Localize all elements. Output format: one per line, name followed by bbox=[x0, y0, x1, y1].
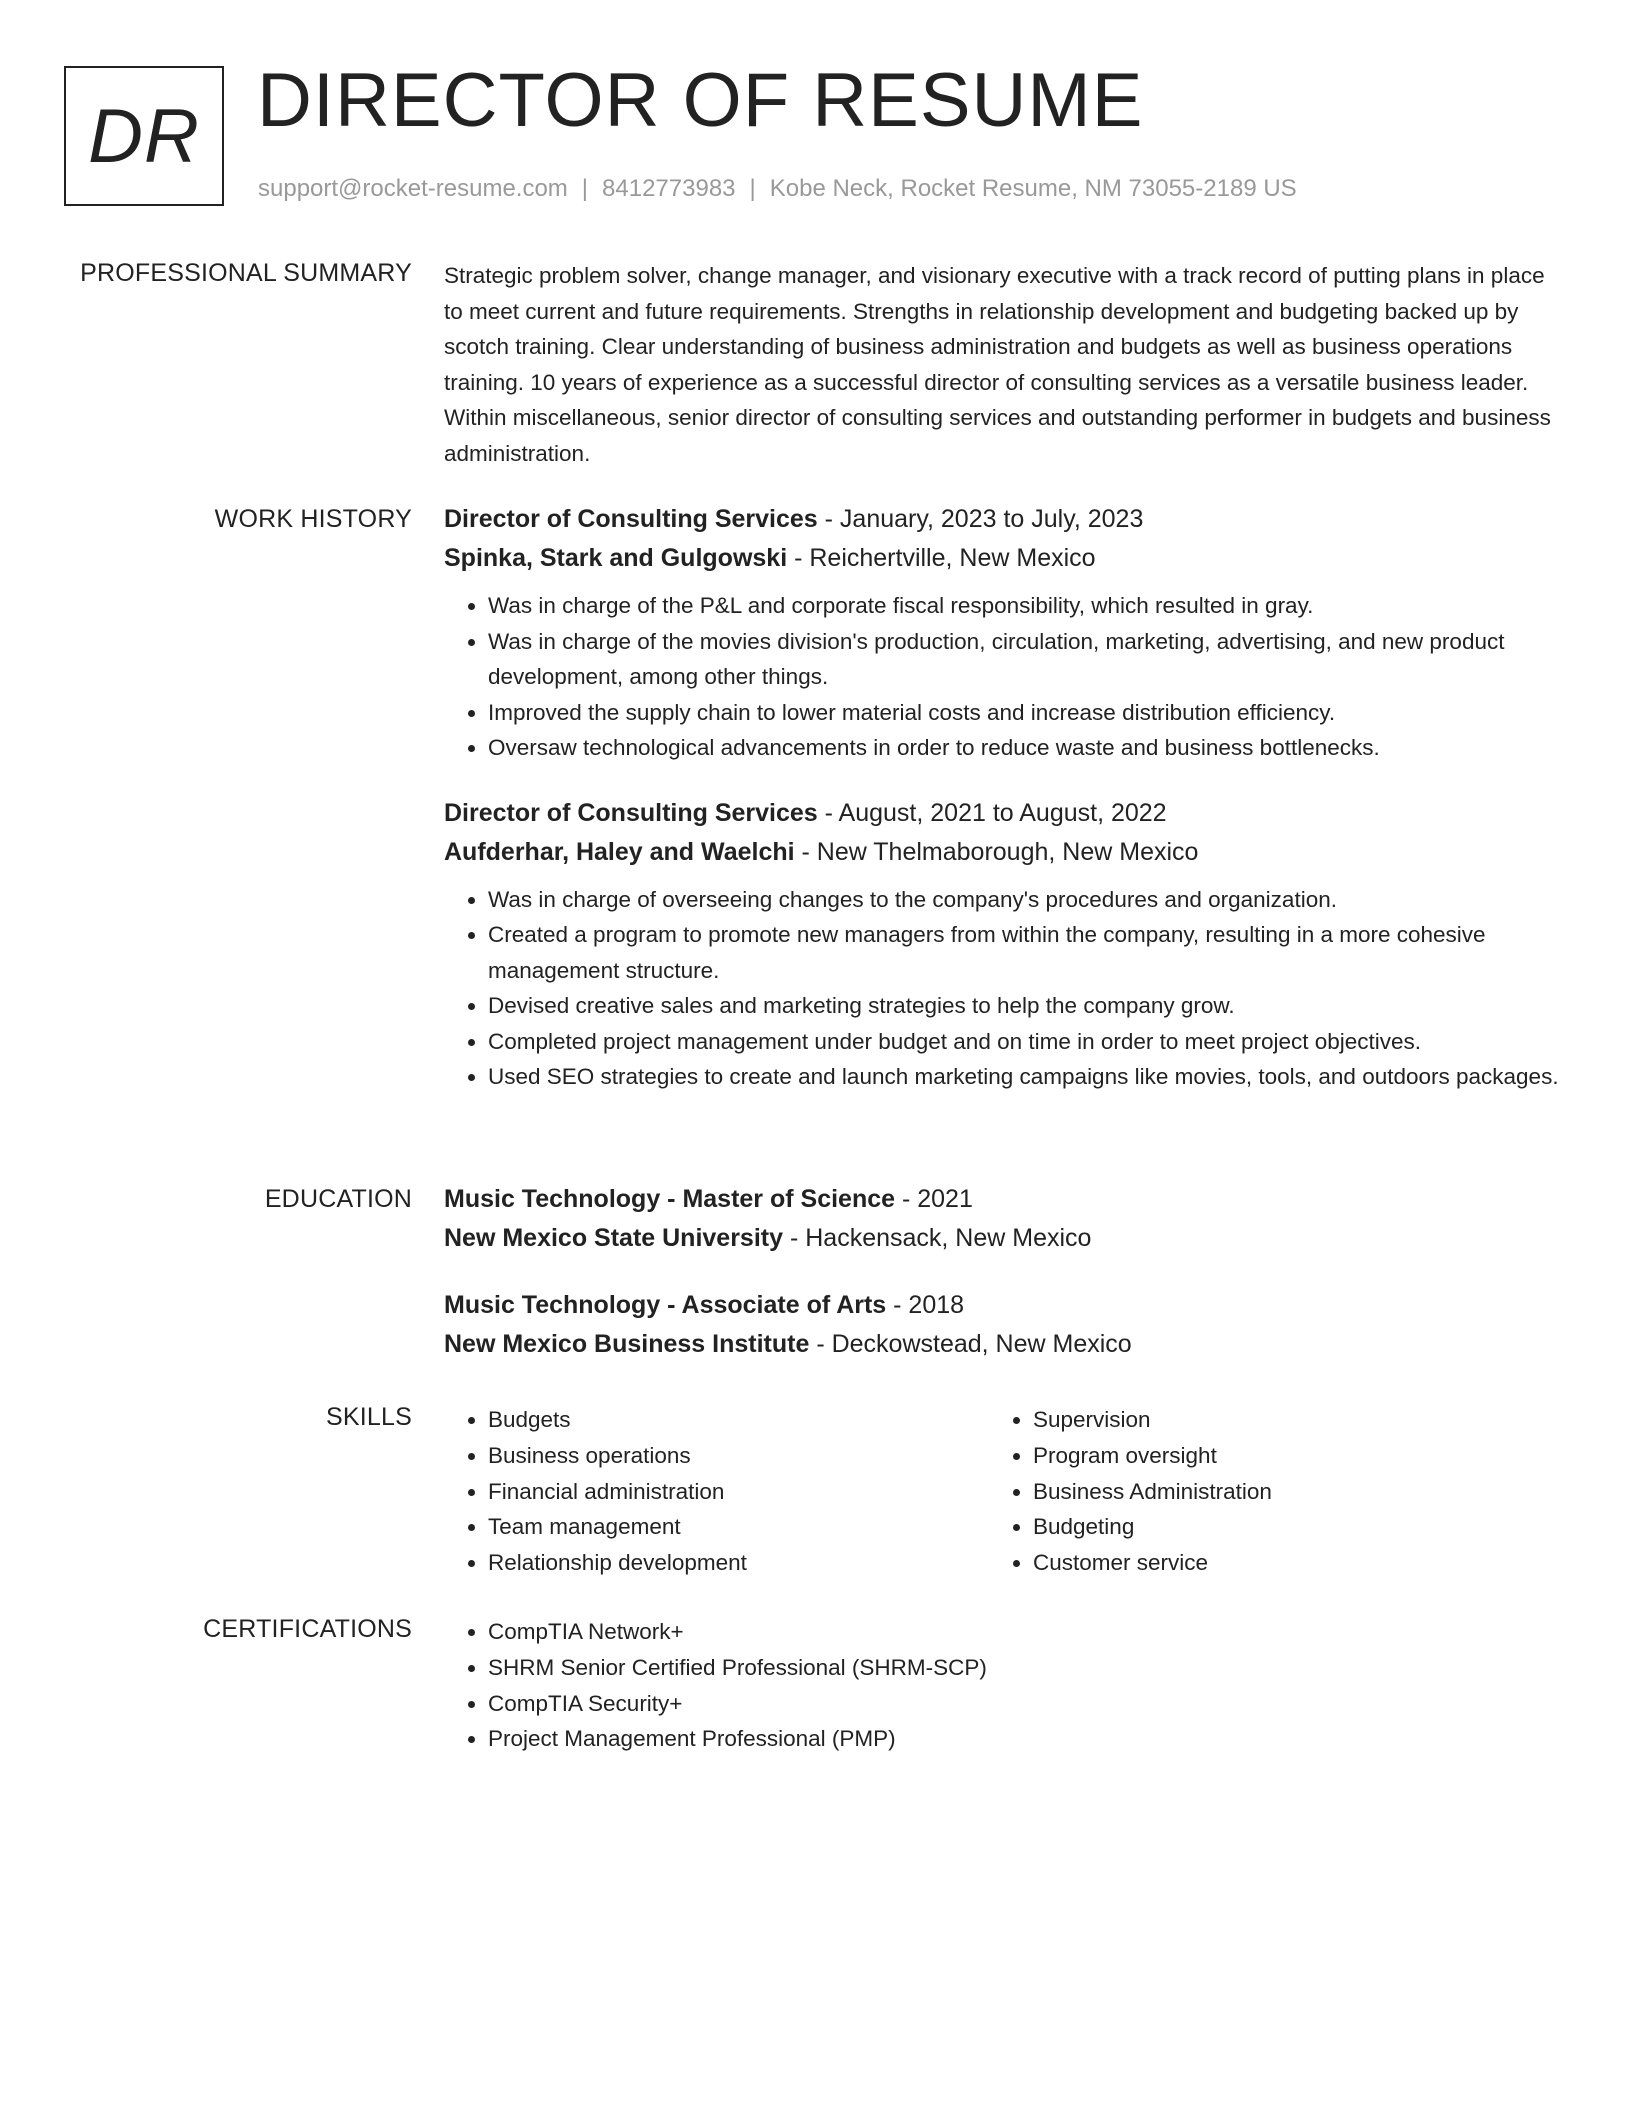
job-location: - Reichertville, New Mexico bbox=[787, 544, 1096, 572]
contact-email: support@rocket-resume.com bbox=[258, 175, 568, 202]
skill-item: • Customer service bbox=[1033, 1545, 1489, 1581]
certification-item: • CompTIA Security+ bbox=[488, 1686, 1559, 1722]
job-bullet: • Created a program to promote new managers from within the company, resulting in a more cohesive management structure. bbox=[488, 917, 1559, 988]
education-school-line bbox=[444, 1325, 1559, 1364]
education-year: - 2018 bbox=[886, 1291, 965, 1319]
contact-separator: | bbox=[749, 175, 756, 202]
contact-phone: 8412773983 bbox=[602, 175, 736, 202]
job-title-line bbox=[444, 794, 1559, 833]
skill-item: • Relationship development bbox=[488, 1545, 989, 1581]
job-title: Director of Consulting Services bbox=[444, 798, 818, 827]
education-degree: Music Technology - Master of Science bbox=[444, 1185, 896, 1213]
section-label-skills: SKILLS bbox=[326, 1403, 412, 1431]
section-label-summary: PROFESSIONAL SUMMARY bbox=[80, 259, 412, 287]
job-company-line bbox=[444, 833, 1559, 872]
skills-list-left bbox=[444, 1402, 989, 1581]
section-label-work-history: WORK HISTORY bbox=[214, 505, 412, 533]
education-body bbox=[444, 1180, 1559, 1364]
education-school-line bbox=[444, 1219, 1559, 1258]
job-bullet: • Used SEO strategies to create and launch marketing campaigns like movies, tools, and outdoors packages. bbox=[488, 1059, 1559, 1095]
skill-item: • Business Administration bbox=[1033, 1474, 1489, 1510]
education-entry bbox=[444, 1180, 1559, 1258]
job-entry bbox=[444, 500, 1559, 766]
job-bullet: • Completed project management under budget and on time in order to meet project objectives. bbox=[488, 1024, 1559, 1060]
job-bullets bbox=[444, 882, 1559, 1095]
summary-body bbox=[444, 258, 1559, 471]
job-title: Director of Consulting Services bbox=[444, 505, 818, 533]
skills-body bbox=[444, 1402, 1559, 1581]
skill-item: • Budgets bbox=[488, 1402, 989, 1438]
job-bullet: • Oversaw technological advancements in order to reduce waste and business bottlenecks. bbox=[488, 730, 1559, 766]
skill-item: • Financial administration bbox=[488, 1474, 989, 1510]
certification-item: • CompTIA Network+ bbox=[488, 1614, 1559, 1650]
education-school: New Mexico Business Institute bbox=[444, 1330, 810, 1358]
education-entry bbox=[444, 1286, 1559, 1364]
job-location: - New Thelmaborough, New Mexico bbox=[794, 837, 1199, 866]
certification-item: • SHRM Senior Certified Professional (SHRM-SCP) bbox=[488, 1650, 1559, 1686]
contact-line bbox=[258, 174, 1297, 204]
skill-item: • Business operations bbox=[488, 1438, 989, 1474]
job-dates: - January, 2023 to July, 2023 bbox=[817, 505, 1144, 533]
education-year: - 2021 bbox=[895, 1185, 973, 1213]
job-company-line bbox=[444, 539, 1559, 578]
education-school: New Mexico State University bbox=[444, 1224, 784, 1252]
contact-address: Kobe Neck, Rocket Resume, NM 73055-2189 US bbox=[769, 175, 1297, 202]
skill-item: • Program oversight bbox=[1033, 1438, 1489, 1474]
summary-text: Strategic problem solver, change manager, and visionary executive with a track record of putting plans in place to meet current and future requirements. Strengths in relationship development and budgeting backed up by scotch training. Clear understanding of business administration and budgets as well as business operations training. 10 years of experience as a successful director of consulting services as a versatile business leader. Within miscellaneous, senior director of consulting services and outstanding performer in budgets and business administration. bbox=[444, 263, 1551, 466]
job-bullet: • Was in charge of the movies division's production, circulation, marketing, advertising, and new product development, among other things. bbox=[488, 624, 1559, 695]
job-entry bbox=[444, 794, 1559, 1095]
job-bullet: • Improved the supply chain to lower material costs and increase distribution efficiency. bbox=[488, 695, 1559, 731]
education-degree-line bbox=[444, 1180, 1559, 1219]
skills-column-right bbox=[989, 1402, 1489, 1581]
monogram-initials: DR bbox=[88, 93, 200, 179]
candidate-name: DIRECTOR OF RESUME bbox=[257, 58, 1144, 143]
job-title-line bbox=[444, 500, 1559, 539]
certifications-body bbox=[444, 1614, 1559, 1757]
job-company: Aufderhar, Haley and Waelchi bbox=[444, 837, 795, 866]
skills-list-right bbox=[989, 1402, 1489, 1581]
skills-column-left bbox=[444, 1402, 989, 1581]
job-bullet: • Was in charge of the P&L and corporate fiscal responsibility, which resulted in gray. bbox=[488, 588, 1559, 624]
contact-separator: | bbox=[581, 175, 589, 202]
skill-item: • Budgeting bbox=[1033, 1509, 1489, 1545]
work-history-body bbox=[444, 500, 1559, 1095]
section-label-education: EDUCATION bbox=[264, 1185, 412, 1213]
job-dates: - August, 2021 to August, 2022 bbox=[817, 798, 1167, 827]
skill-item: • Supervision bbox=[1033, 1402, 1489, 1438]
job-bullet: • Was in charge of overseeing changes to the company's procedures and organization. bbox=[488, 882, 1559, 918]
job-bullet: • Devised creative sales and marketing strategies to help the company grow. bbox=[488, 988, 1559, 1024]
job-company: Spinka, Stark and Gulgowski bbox=[444, 544, 788, 572]
certification-item: • Project Management Professional (PMP) bbox=[488, 1721, 1559, 1757]
skills-columns bbox=[444, 1402, 1559, 1581]
monogram-box bbox=[64, 66, 224, 206]
education-degree-line bbox=[444, 1286, 1559, 1325]
certifications-list bbox=[444, 1614, 1559, 1757]
education-location: - Hackensack, New Mexico bbox=[783, 1224, 1092, 1252]
education-location: - Deckowstead, New Mexico bbox=[809, 1330, 1132, 1358]
job-bullets bbox=[444, 588, 1559, 766]
education-degree: Music Technology - Associate of Arts bbox=[444, 1291, 887, 1319]
section-label-certifications: CERTIFICATIONS bbox=[203, 1615, 412, 1643]
skill-item: • Team management bbox=[488, 1509, 989, 1545]
